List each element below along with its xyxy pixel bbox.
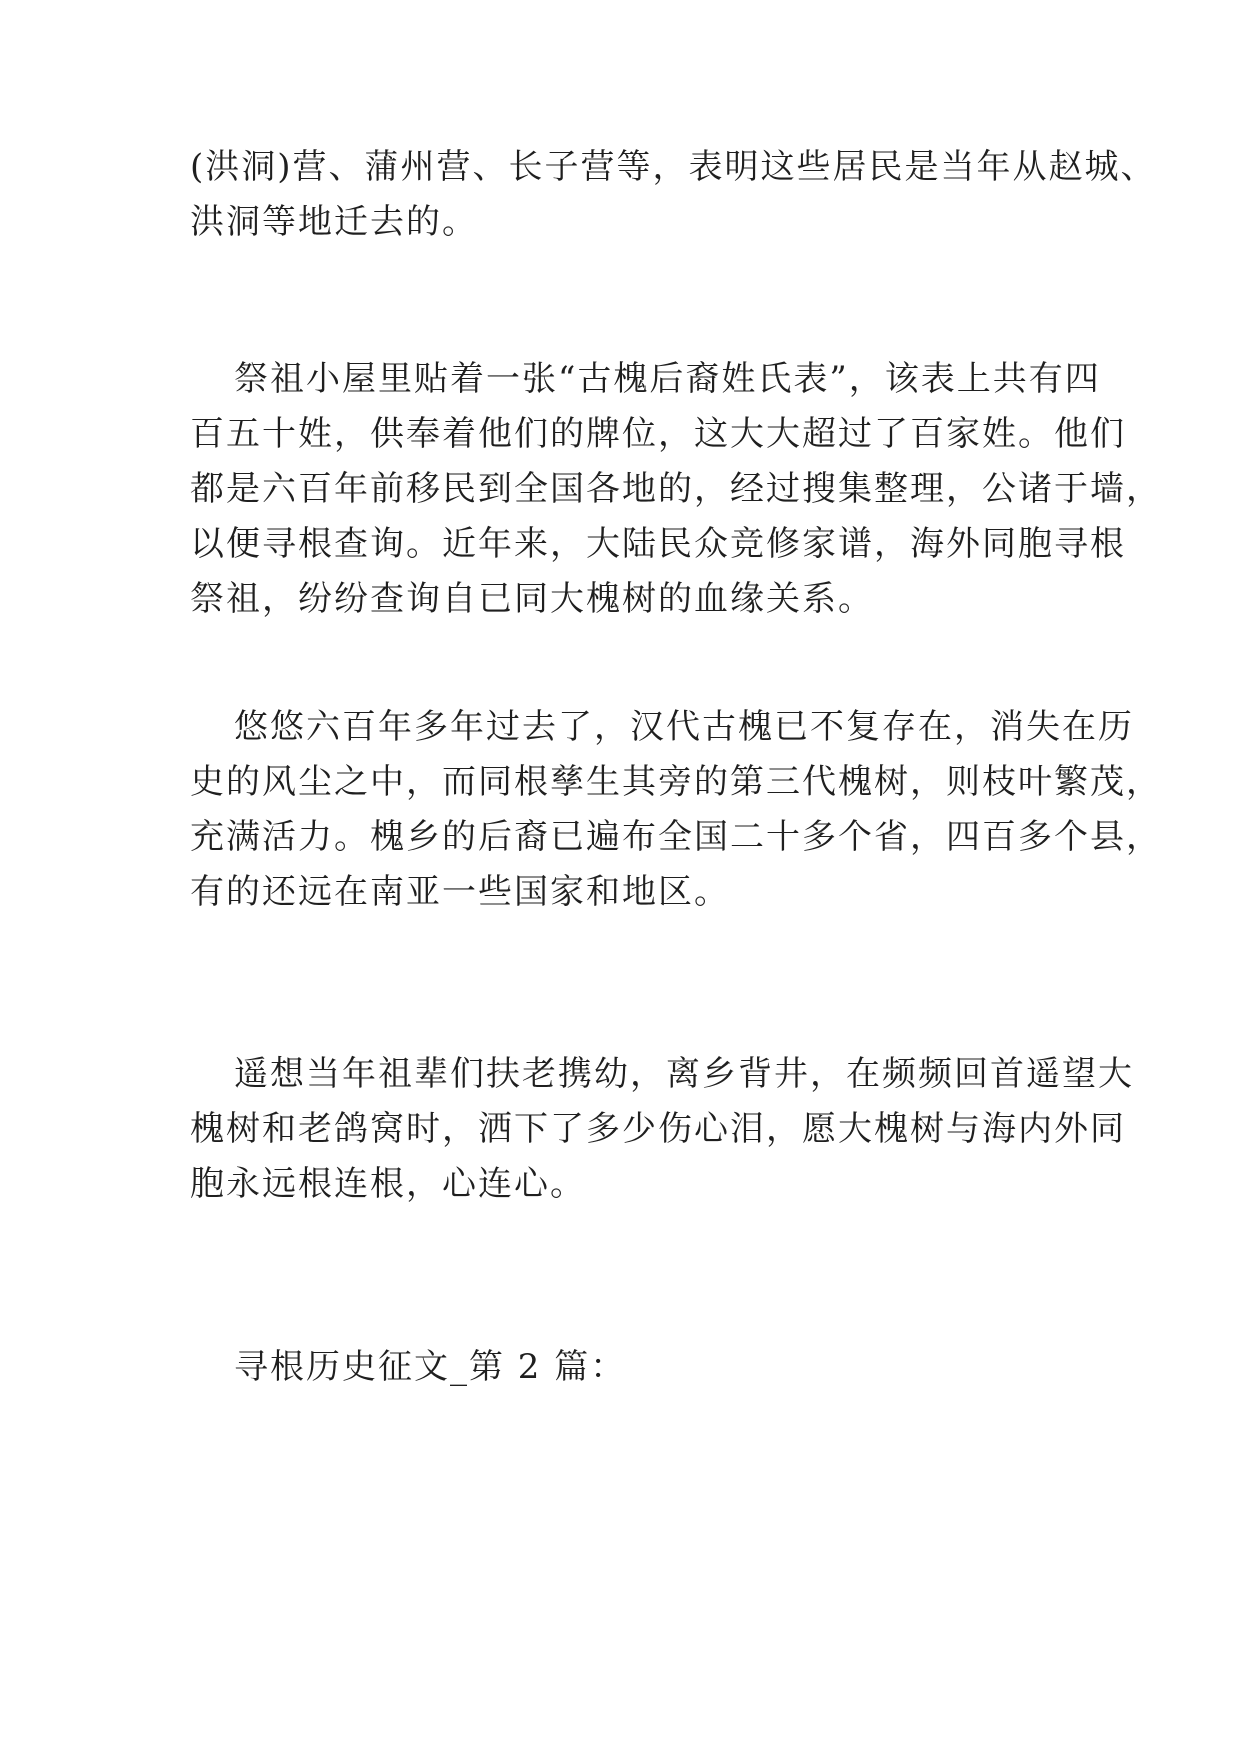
paragraph-1 [190,140,1157,250]
text-line: 悠悠六百年多年过去了，汉代古槐已不复存在，消失在历 [234,707,1134,747]
text-line: 史的风尘之中，而同根孳生其旁的第三代槐树，则枝叶繁茂， [190,762,1162,802]
text-line: 洪洞等地迁去的。 [190,202,478,242]
text-line: 百五十姓，供奉着他们的牌位，这大大超过了百家姓。他们 [190,414,1126,454]
text-line: (洪洞)营、蒲州营、长子营等，表明这些居民是当年从赵城、 [190,147,1157,187]
text-line: 胞永远根连根，心连心。 [190,1164,586,1204]
text-line: 槐树和老鸽窝时，洒下了多少伤心泪，愿大槐树与海内外同 [190,1109,1126,1149]
text-line: 都是六百年前移民到全国各地的，经过搜集整理，公诸于墙， [190,469,1162,509]
text-line: 有的还远在南亚一些国家和地区。 [190,872,730,912]
paragraph-2 [190,352,1162,627]
heading-text: 寻根历史征文_第 2 篇： [234,1347,627,1387]
text-line: 祭祖，纷纷查询自已同大槐树的血缘关系。 [190,579,874,619]
text-line: 以便寻根查询。近年来，大陆民众竞修家谱，海外同胞寻根 [190,524,1126,564]
paragraph-4 [190,1047,1134,1212]
text-line: 遥想当年祖辈们扶老携幼，离乡背井，在频频回首遥望大 [234,1054,1134,1094]
paragraph-3 [190,700,1162,920]
section-heading [190,1340,1050,1395]
text-line: 祭祖小屋里贴着一张“古槐后裔姓氏表”，该表上共有四 [234,359,1101,399]
text-line: 充满活力。槐乡的后裔已遍布全国二十多个省，四百多个县， [190,817,1162,857]
